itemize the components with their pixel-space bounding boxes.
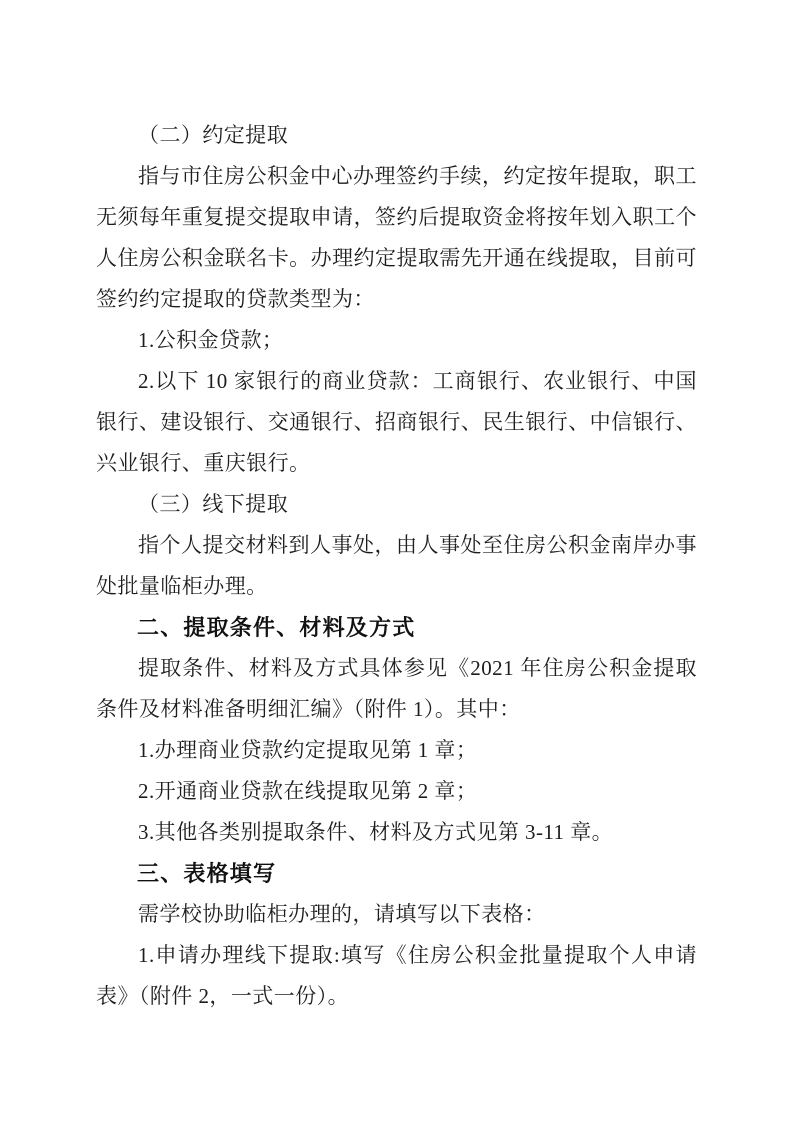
paragraph-conditions-reference: 提取条件、材料及方式具体参见《2021 年住房公积金提取条件及材料准备明细汇编》（附件 1）。其中： <box>96 656 697 721</box>
subsection-title-appointed-withdrawal: （二）约定提取 <box>138 123 289 147</box>
paragraph-appointed-withdrawal-description: 指与市住房公积金中心办理签约手续，约定按年提取，职工无须每年重复提交提取申请，签约后提取资金将按年划入职工个人住房公积金联名卡。办理约定提取需先开通在线提取，目前可签约约定提取的贷款类型为： <box>96 164 697 311</box>
list-item-chapter-1: 1.办理商业贷款约定提取见第 1 章； <box>138 738 478 762</box>
list-item-chapters-3-11: 3.其他各类别提取条件、材料及方式见第 3-11 章。 <box>138 820 614 844</box>
paragraph-form-filling-intro: 需学校协助临柜办理的，请填写以下表格： <box>138 902 546 926</box>
subsection-title-offline-withdrawal: （三）线下提取 <box>138 492 289 516</box>
section-heading-withdrawal-conditions: 二、提取条件、材料及方式 <box>137 615 416 640</box>
list-item-fund-loan: 1.公积金贷款； <box>138 328 284 352</box>
paragraph-offline-withdrawal-description: 指个人提交材料到人事处，由人事处至住房公积金南岸办事处批量临柜办理。 <box>96 533 697 598</box>
list-item-offline-application-form: 1.申请办理线下提取:填写《住房公积金批量提取个人申请表》（附件 2，一式一份）。 <box>96 943 697 1008</box>
section-heading-form-filling: 三、表格填写 <box>137 861 277 886</box>
list-item-commercial-loan-banks: 2.以下 10 家银行的商业贷款：工商银行、农业银行、中国银行、建设银行、交通银行、招商银行、民生银行、中信银行、兴业银行、重庆银行。 <box>96 369 697 475</box>
list-item-chapter-2: 2.开通商业贷款在线提取见第 2 章； <box>138 779 478 803</box>
